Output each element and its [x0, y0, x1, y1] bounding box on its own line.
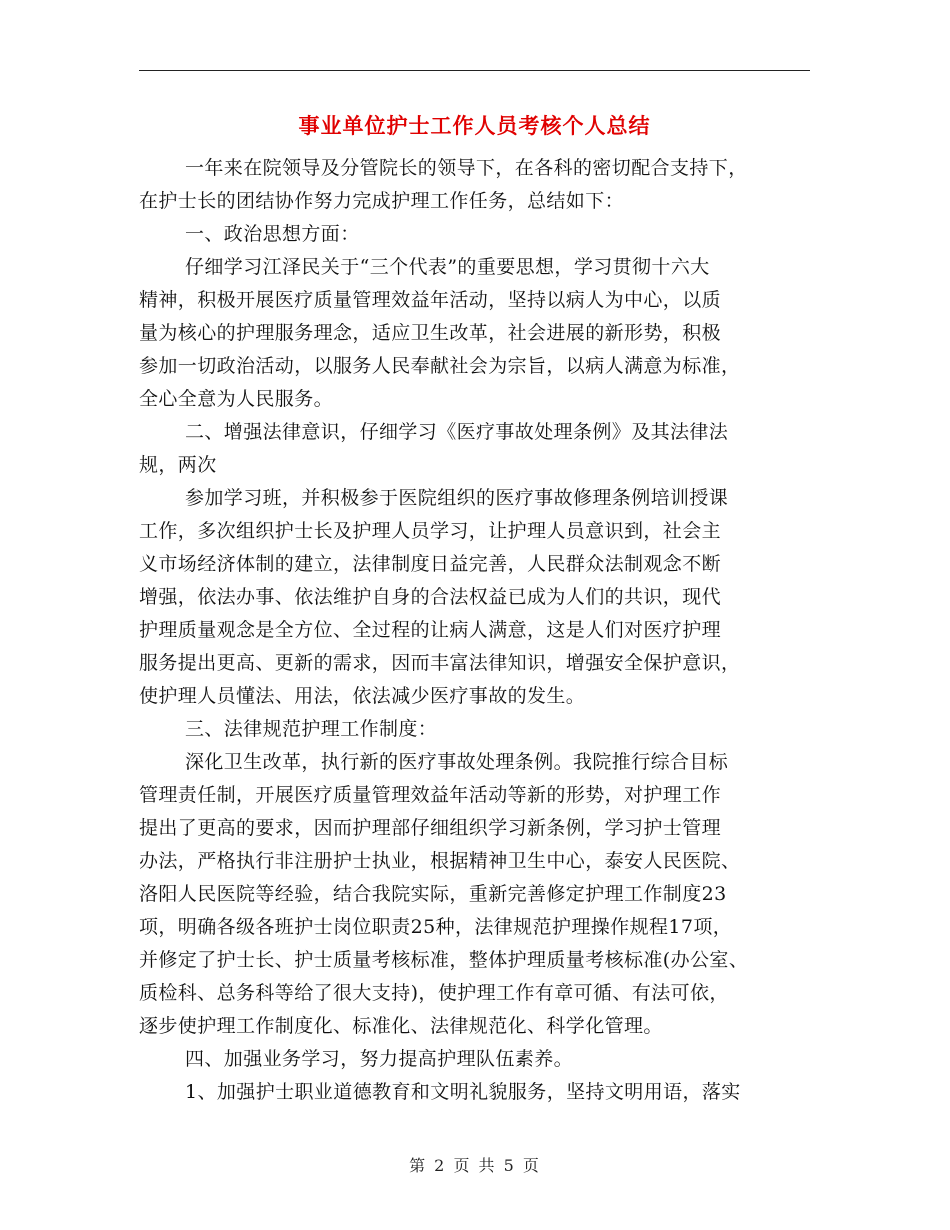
body-line: 1、加强护士职业道德教育和文明礼貌服务，坚持文明用语，落实 [185, 1081, 741, 1103]
body-line: 质检科、总务科等给了很大支持)，使护理工作有章可循、有法可依， [139, 982, 729, 1004]
body-line: 全心全意为人民服务。 [139, 388, 334, 410]
body-line: 管理责任制，开展医疗质量管理效益年活动等新的形势，对护理工作 [139, 784, 722, 806]
body-line: 在护士长的团结协作努力完成护理工作任务，总结如下： [139, 190, 625, 212]
body-line: 并修定了护士长、护士质量考核标准，整体护理质量考核标准(办公室、 [139, 949, 749, 971]
body-line: 义市场经济体制的建立，法律制度日益完善，人民群众法制观念不断 [139, 553, 722, 575]
body-line: 使护理人员懂法、用法，依法减少医疗事故的发生。 [139, 685, 586, 707]
header-rule [139, 70, 810, 71]
section-heading: 一、政治思想方面： [185, 223, 360, 245]
body-line: 提出了更高的要求，因而护理部仔细组织学习新条例，学习护士管理 [139, 817, 722, 839]
section-heading: 三、法律规范护理工作制度： [185, 718, 438, 740]
body-line: 护理质量观念是全方位、全过程的让病人满意，这是人们对医疗护理 [139, 619, 722, 641]
body-line: 办法，严格执行非注册护士执业，根据精神卫生中心，泰安人民医院、 [139, 850, 741, 872]
body-line: 项，明确各级各班护士岗位职责25种，法律规范护理操作规程17项， [139, 916, 733, 938]
body-line: 参加一切政治活动，以服务人民奉献社会为宗旨，以病人满意为标准， [139, 355, 741, 377]
body-line: 增强，依法办事、依法维护自身的合法权益已成为人们的共识，现代 [139, 586, 722, 608]
body-line: 仔细学习江泽民关于“三个代表”的重要思想，学习贯彻十六大 [185, 256, 710, 278]
body-line: 一年来在院领导及分管院长的领导下，在各科的密切配合支持下， [185, 157, 748, 179]
page-number: 第 2 页 共 5 页 [409, 1156, 541, 1175]
section-heading: 二、增强法律意识，仔细学习《医疗事故处理条例》及其法律法 [185, 421, 729, 443]
document-title: 事业单位护士工作人员考核个人总结 [298, 113, 651, 138]
body-line: 量为核心的护理服务理念，适应卫生改革，社会进展的新形势，积极 [139, 322, 722, 344]
body-line: 深化卫生改革，执行新的医疗事故处理条例。我院推行综合目标 [185, 751, 729, 773]
body-line: 工作，多次组织护士长及护理人员学习，让护理人员意识到，社会主 [139, 520, 722, 542]
body-line: 精神，积极开展医疗质量管理效益年活动，坚持以病人为中心，以质 [139, 289, 722, 311]
body-line: 规，两次 [139, 454, 217, 476]
body-line: 逐步使护理工作制度化、标准化、法律规范化、科学化管理。 [139, 1015, 663, 1037]
body-line: 洛阳人民医院等经验，结合我院实际，重新完善修定护理工作制度23 [139, 883, 727, 905]
section-heading: 四、加强业务学习，努力提高护理队伍素养。 [185, 1048, 574, 1070]
body-line: 服务提出更高、更新的需求，因而丰富法律知识，增强安全保护意识， [139, 652, 741, 674]
body-line: 参加学习班，并积极参于医院组织的医疗事故修理条例培训授课 [185, 487, 729, 509]
